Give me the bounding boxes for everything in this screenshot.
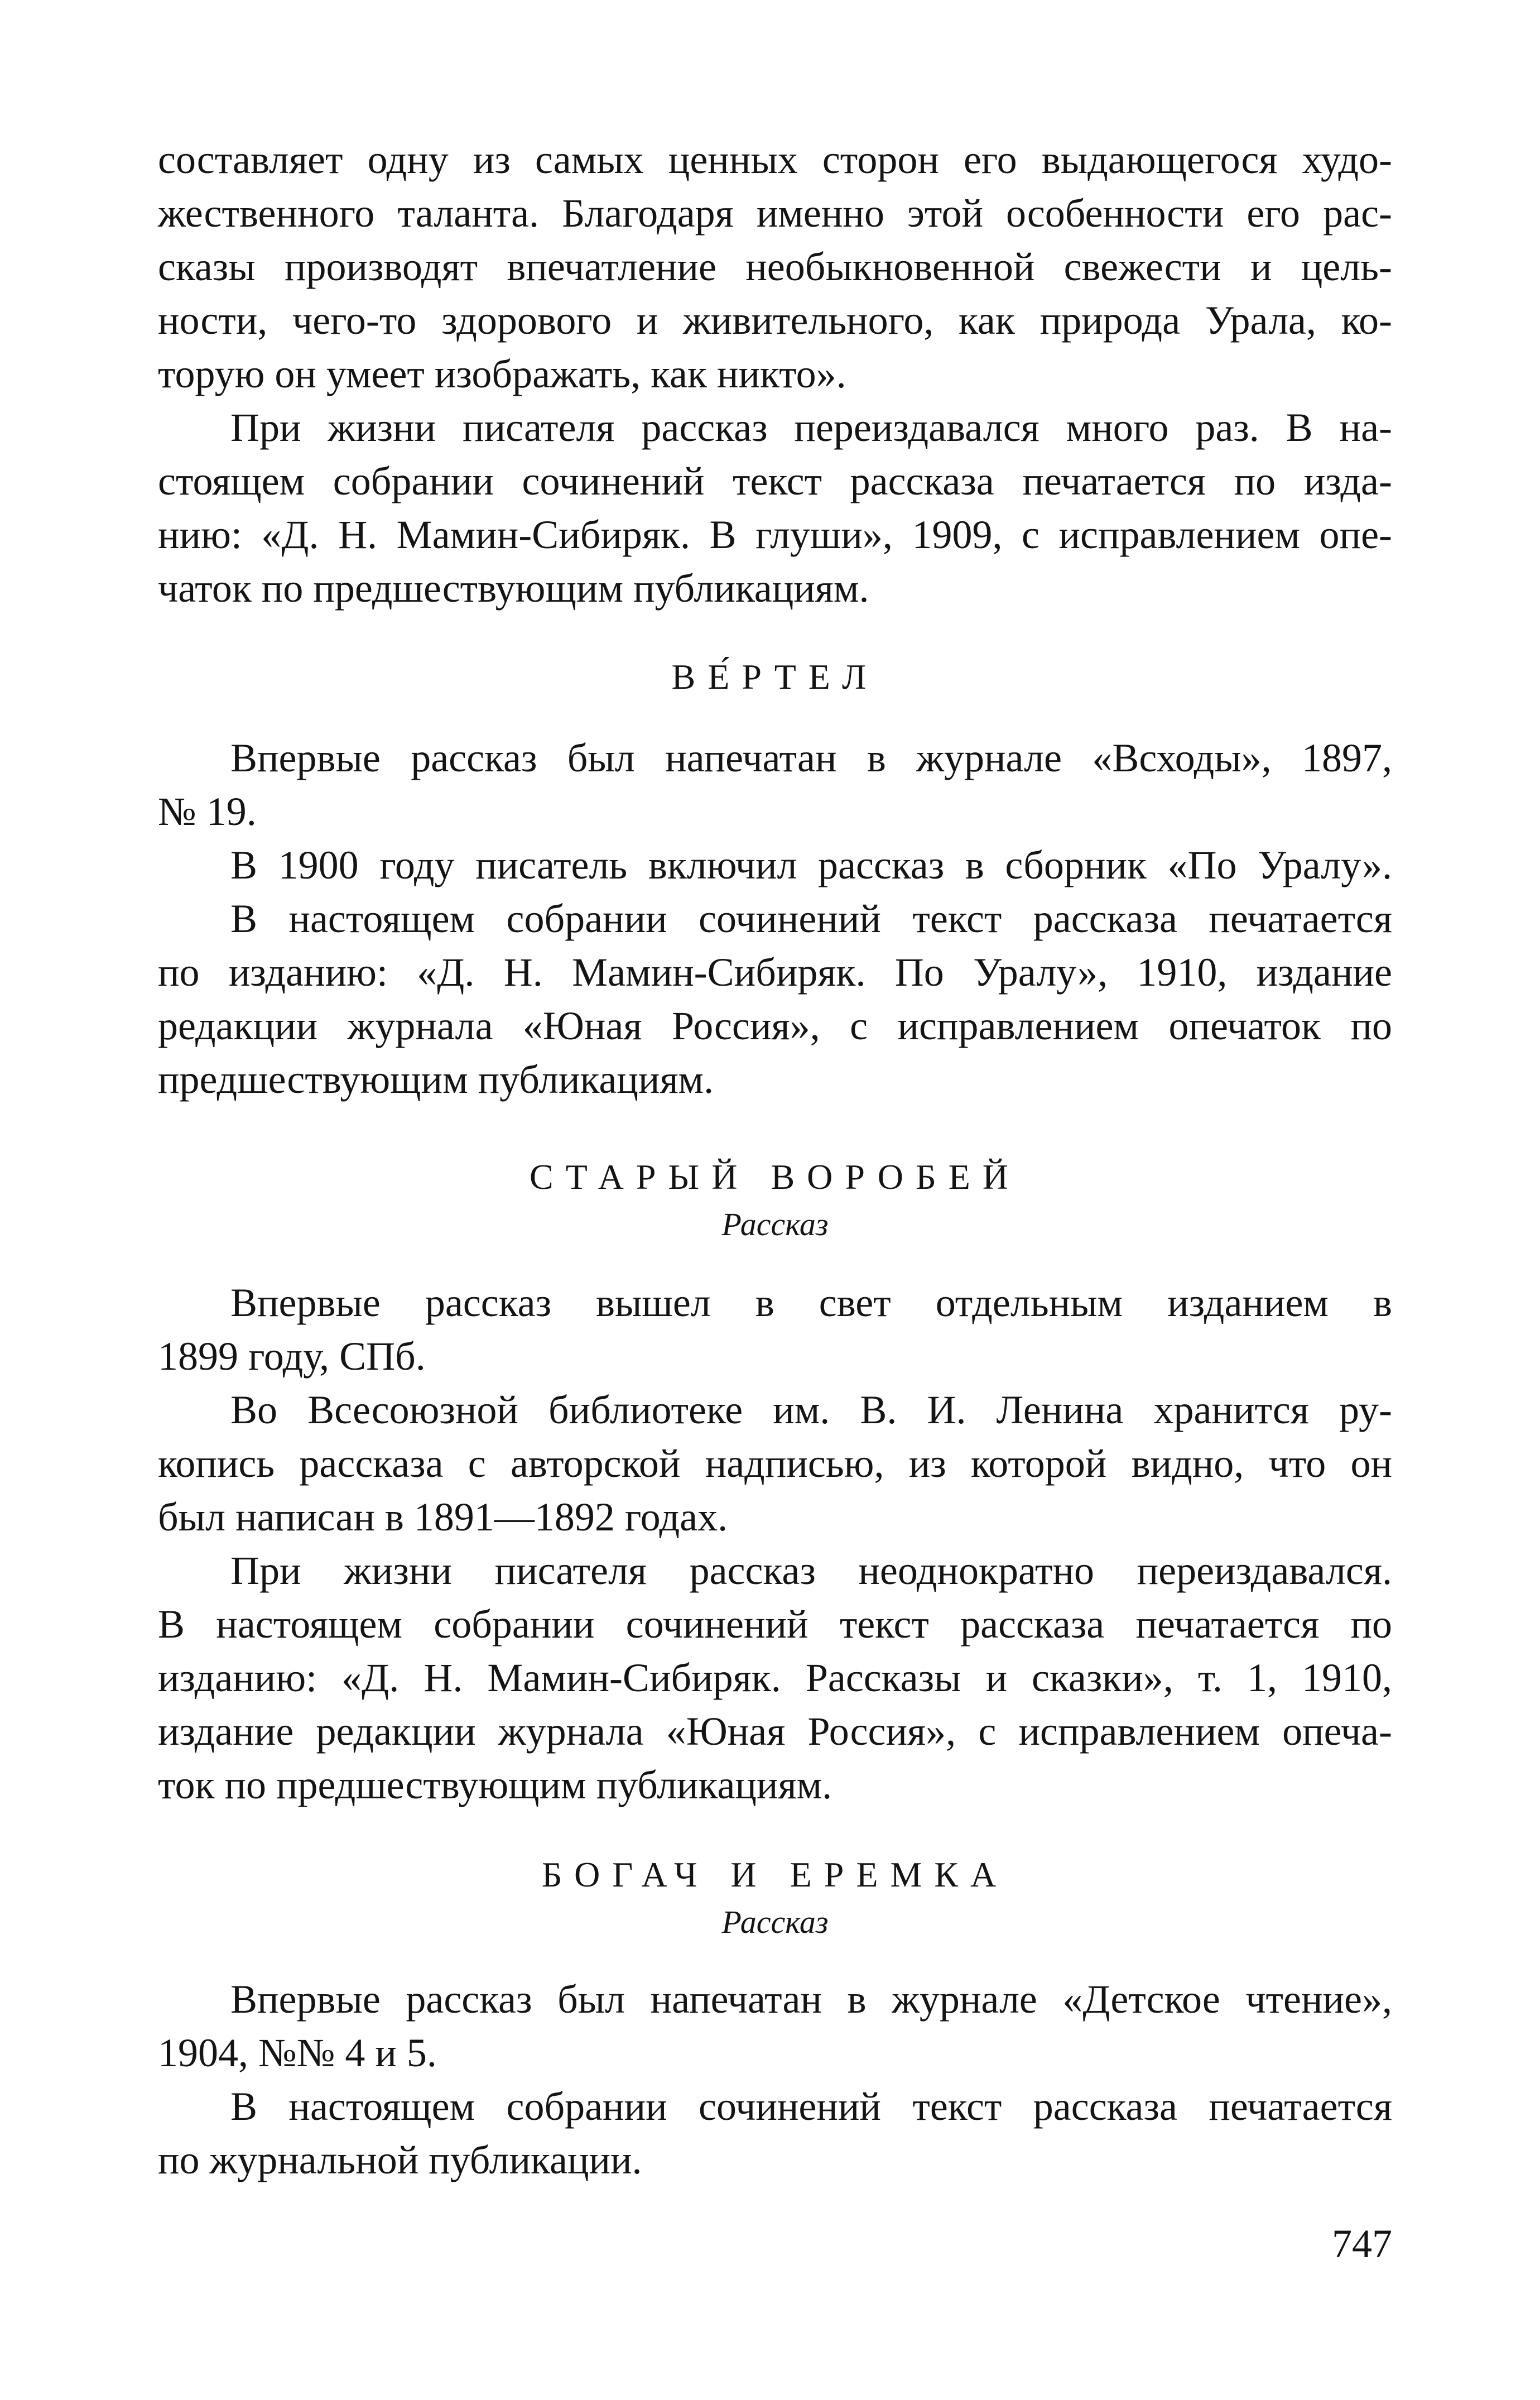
text-line: торую он умеет изображать, как никто». xyxy=(158,352,846,396)
text-line: ток по предшествующим публикациям. xyxy=(158,1763,832,1807)
text-line: Во Всесоюзной библиотеке им. В. И. Ленина хранится ру- xyxy=(230,1388,1392,1432)
text-line: редакции журнала «Юная Россия», с исправлением опечаток по xyxy=(158,1004,1392,1048)
text-line: При жизни писателя рассказ неоднократно переиздавался. xyxy=(230,1548,1392,1593)
text-line: по изданию: «Д. Н. Мамин-Сибиряк. По Уралу», 1910, издание xyxy=(158,950,1392,995)
text-line: составляет одну из самых ценных сторон его выдающегося худо- xyxy=(158,137,1392,182)
text-line: был написан в 1891—1892 годах. xyxy=(158,1495,728,1539)
text-line: В настоящем собрании сочинений текст рассказа печатается по xyxy=(158,1602,1392,1647)
section-subtitle: Рассказ xyxy=(721,1206,829,1242)
text-line: Впервые рассказ был напечатан в журнале «Детское чтение», xyxy=(230,1977,1392,2022)
section-subtitle: Рассказ xyxy=(721,1904,829,1940)
text-line: 1899 году, СПб. xyxy=(158,1334,426,1379)
text-line: Впервые рассказ вышел в свет отдельным изданием в xyxy=(230,1280,1392,1325)
page-number: 747 xyxy=(1332,2221,1392,2266)
text-line: изданию: «Д. Н. Мамин-Сибиряк. Рассказы и сказки», т. 1, 1910, xyxy=(158,1655,1392,1700)
text-line: чаток по предшествующим публикациям. xyxy=(158,566,869,611)
text-line: В настоящем собрании сочинений текст рассказа печатается xyxy=(230,2084,1392,2129)
text-line: копись рассказа с авторской надписью, из которой видно, что он xyxy=(158,1441,1392,1486)
text-line: нию: «Д. Н. Мамин-Сибиряк. В глуши», 1909, с исправлением опе- xyxy=(158,512,1392,557)
text-line: В настоящем собрании сочинений текст рассказа печатается xyxy=(230,896,1392,941)
text-line: сказы производят впечатление необыкновенной свежести и цель- xyxy=(158,244,1392,289)
section-title: БОГАЧ И ЕРЕМКА xyxy=(541,1855,1009,1894)
text-line: по журнальной публикации. xyxy=(158,2138,642,2182)
text-line: издание редакции журнала «Юная Россия», с исправлением опеча- xyxy=(158,1709,1392,1754)
text-line: При жизни писателя рассказ переиздавался много раз. В на- xyxy=(230,405,1392,450)
text-line: 1904, №№ 4 и 5. xyxy=(158,2031,437,2075)
text-line: № 19. xyxy=(158,789,257,834)
text-line: Впервые рассказ был напечатан в журнале «Всходы», 1897, xyxy=(230,736,1392,780)
text-line: стоящем собрании сочинений текст рассказа печатается по изда- xyxy=(158,459,1392,503)
section-title: СТАРЫЙ ВОРОБЕЙ xyxy=(530,1157,1021,1197)
text-line: В 1900 году писатель включил рассказ в сборник «По Уралу». xyxy=(230,843,1392,887)
text-line: жественного таланта. Благодаря именно этой особенности его рас- xyxy=(158,191,1392,236)
text-line: предшествующим публикациям. xyxy=(158,1057,714,1102)
text-line: ности, чего-то здорового и живительного, как природа Урала, ко- xyxy=(158,298,1392,343)
section-title: ВЕ́РТЕЛ xyxy=(671,657,879,697)
